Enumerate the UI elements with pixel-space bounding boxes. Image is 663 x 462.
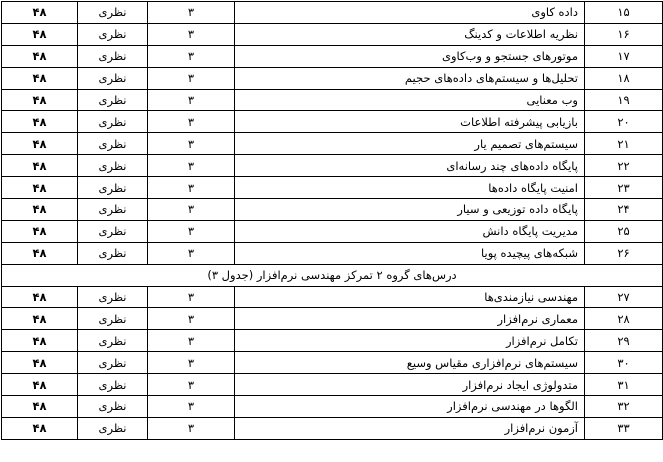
row-number: ۲۲: [585, 155, 663, 177]
row-number: ۲۶: [585, 242, 663, 264]
row-number: ۳۲: [585, 396, 663, 418]
table-row: [2, 133, 663, 155]
course-name: وب معنایی: [235, 89, 585, 111]
course-name: آزمون نرم‌افزار: [235, 417, 585, 439]
course-hours: ۴۸: [2, 23, 78, 45]
course-units: ۳: [148, 396, 235, 418]
course-units: ۳: [148, 199, 235, 221]
course-hours: ۴۸: [2, 308, 78, 330]
course-hours: ۴۸: [2, 133, 78, 155]
table-row: [2, 352, 663, 374]
course-units: ۳: [148, 23, 235, 45]
row-number: ۱۶: [585, 23, 663, 45]
course-hours: ۴۸: [2, 374, 78, 396]
course-units: ۳: [148, 45, 235, 67]
course-name: داده کاوی: [235, 2, 585, 24]
course-hours: ۴۸: [2, 45, 78, 67]
row-number: ۲۸: [585, 308, 663, 330]
course-name: الگوها در مهندسی نرم‌افزار: [235, 396, 585, 418]
course-type: نظری: [78, 89, 148, 111]
table-row: [2, 111, 663, 133]
course-units: ۳: [148, 220, 235, 242]
course-type: نظری: [78, 155, 148, 177]
table-row: [2, 396, 663, 418]
course-units: ۳: [148, 89, 235, 111]
course-type: نظری: [78, 45, 148, 67]
course-type: نظری: [78, 352, 148, 374]
row-number: ۲۹: [585, 330, 663, 352]
row-number: ۲۱: [585, 133, 663, 155]
course-hours: ۴۸: [2, 286, 78, 308]
row-number: ۲۴: [585, 199, 663, 221]
row-number: ۳۳: [585, 417, 663, 439]
course-type: نظری: [78, 111, 148, 133]
table-row: [2, 2, 663, 24]
row-number: ۱۵: [585, 2, 663, 24]
course-type: نظری: [78, 242, 148, 264]
course-name: معماری نرم‌افزار: [235, 308, 585, 330]
course-units: ۳: [148, 67, 235, 89]
table-row: [2, 155, 663, 177]
course-hours: ۴۸: [2, 199, 78, 221]
course-type: نظری: [78, 396, 148, 418]
course-name: تکامل نرم‌افزار: [235, 330, 585, 352]
course-units: ۳: [148, 374, 235, 396]
course-name: شبکه‌های پیچیده پویا: [235, 242, 585, 264]
course-units: ۳: [148, 308, 235, 330]
table-row: [2, 45, 663, 67]
course-name: پایگاه داده‌های چند رسانه‌ای: [235, 155, 585, 177]
course-units: ۳: [148, 155, 235, 177]
table-row: [2, 89, 663, 111]
course-hours: ۴۸: [2, 155, 78, 177]
table-row: [2, 308, 663, 330]
course-units: ۳: [148, 177, 235, 199]
course-type: نظری: [78, 220, 148, 242]
table-row: [2, 177, 663, 199]
course-type: نظری: [78, 374, 148, 396]
course-units: ۳: [148, 133, 235, 155]
course-type: نظری: [78, 177, 148, 199]
row-number: ۲۵: [585, 220, 663, 242]
course-type: نظری: [78, 67, 148, 89]
course-units: ۳: [148, 417, 235, 439]
course-name: مدیریت پایگاه دانش: [235, 220, 585, 242]
course-name: بازیابی پیشرفته اطلاعات: [235, 111, 585, 133]
row-number: ۲۷: [585, 286, 663, 308]
course-units: ۳: [148, 286, 235, 308]
course-type: نظری: [78, 133, 148, 155]
course-type: نظری: [78, 2, 148, 24]
course-hours: ۴۸: [2, 352, 78, 374]
course-name: سیستم‌های تصمیم یار: [235, 133, 585, 155]
table-row: [2, 417, 663, 439]
course-units: ۳: [148, 242, 235, 264]
course-units: ۳: [148, 352, 235, 374]
course-type: نظری: [78, 199, 148, 221]
course-type: نظری: [78, 23, 148, 45]
course-units: ۳: [148, 111, 235, 133]
table-row: [2, 23, 663, 45]
course-hours: ۴۸: [2, 177, 78, 199]
course-hours: ۴۸: [2, 417, 78, 439]
course-hours: ۴۸: [2, 396, 78, 418]
course-units: ۳: [148, 330, 235, 352]
course-name: پایگاه داده توزیعی و سیار: [235, 199, 585, 221]
row-number: ۱۷: [585, 45, 663, 67]
table-row: [2, 242, 663, 264]
course-type: نظری: [78, 308, 148, 330]
course-hours: ۴۸: [2, 330, 78, 352]
course-hours: ۴۸: [2, 111, 78, 133]
course-units: ۳: [148, 2, 235, 24]
group-heading: درس‌های گروه ۲ تمرکز مهندسی نرم‌افزار (جدول ۳): [2, 264, 663, 286]
course-hours: ۴۸: [2, 242, 78, 264]
course-table: [1, 1, 663, 440]
table-row: [2, 374, 663, 396]
course-type: نظری: [78, 330, 148, 352]
course-name: تحلیل‌ها و سیستم‌های داده‌های حجیم: [235, 67, 585, 89]
table-row: [2, 220, 663, 242]
row-number: ۱۸: [585, 67, 663, 89]
course-name: امنیت پایگاه داده‌ها: [235, 177, 585, 199]
group-heading-row: [2, 264, 663, 286]
row-number: ۳۰: [585, 352, 663, 374]
course-name: سیستم‌های نرم‌افزاری مقیاس وسیع: [235, 352, 585, 374]
table-row: [2, 330, 663, 352]
course-name: نظریه اطلاعات و کدینگ: [235, 23, 585, 45]
row-number: ۲۰: [585, 111, 663, 133]
course-table-body: [2, 2, 663, 440]
course-name: موتورهای جستجو و وب‌کاوی: [235, 45, 585, 67]
row-number: ۲۳: [585, 177, 663, 199]
course-hours: ۴۸: [2, 89, 78, 111]
row-number: ۳۱: [585, 374, 663, 396]
course-name: مهندسی نیازمندی‌ها: [235, 286, 585, 308]
row-number: ۱۹: [585, 89, 663, 111]
table-row: [2, 67, 663, 89]
course-hours: ۴۸: [2, 2, 78, 24]
course-type: نظری: [78, 286, 148, 308]
course-name: متدولوژی ایجاد نرم‌افزار: [235, 374, 585, 396]
course-type: نظری: [78, 417, 148, 439]
table-row: [2, 286, 663, 308]
course-hours: ۴۸: [2, 67, 78, 89]
course-hours: ۴۸: [2, 220, 78, 242]
table-row: [2, 199, 663, 221]
